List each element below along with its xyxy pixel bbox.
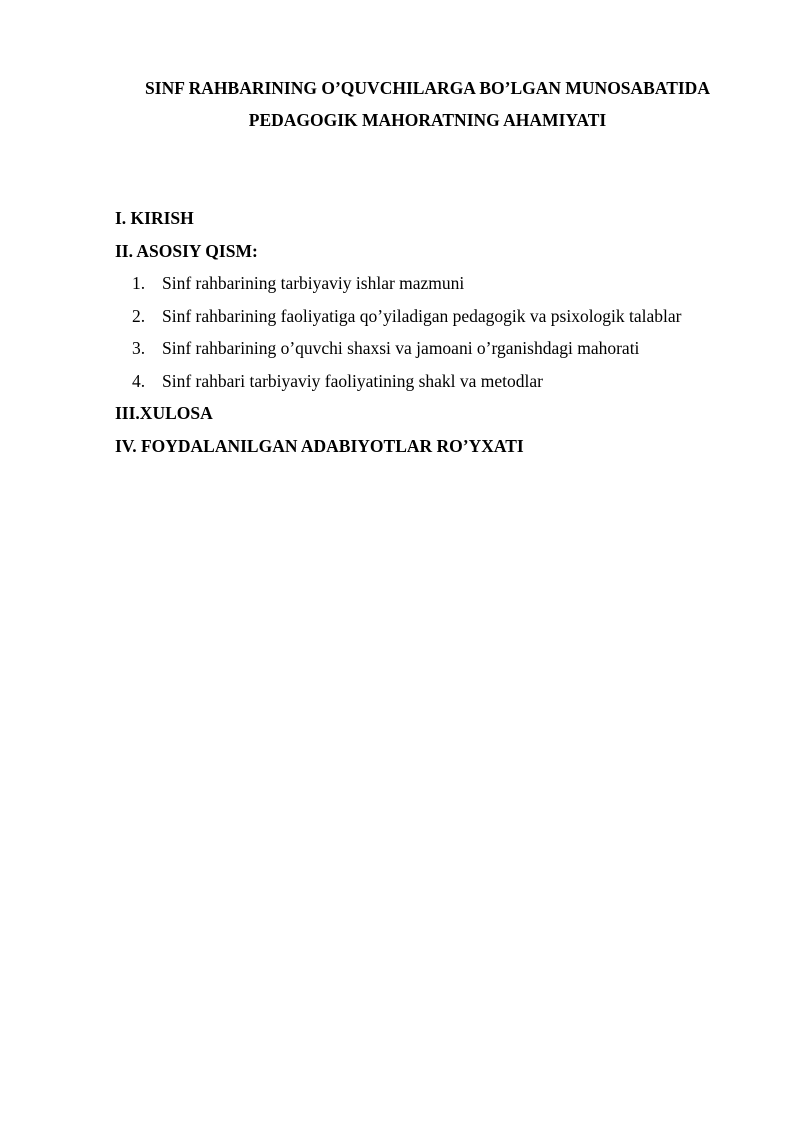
- section-heading-conclusion: III.XULOSA: [115, 403, 213, 423]
- section-heading-references: IV. FOYDALANILGAN ADABIYOTLAR RO’YXATI: [115, 435, 524, 456]
- list-item-text: Sinf rahbarining o’quvchi shaxsi va jamoani o’rganishdagi mahorati: [162, 338, 640, 358]
- title-line: PEDAGOGIK MAHORATNING AHAMIYATI: [248, 110, 607, 130]
- list-item: [115, 332, 775, 365]
- list-item-number: 3.: [132, 338, 146, 358]
- list-item-text: Sinf rahbarining tarbiyaviy ishlar mazmuni: [162, 273, 465, 293]
- list-item: [115, 365, 775, 398]
- list-item: [115, 267, 775, 300]
- title-line: SINF RAHBARINING O’QUVCHILARGA BO’LGAN MUNOSABATIDA: [145, 78, 710, 98]
- list-item-text: Sinf rahbari tarbiyaviy faoliyatining shakl va metodlar: [162, 370, 544, 391]
- list-item-number: 4.: [132, 370, 146, 391]
- list-item: [115, 300, 775, 333]
- main-part-list: [115, 267, 775, 397]
- section-heading-main-part: II. ASOSIY QISM:: [115, 240, 258, 261]
- document-title: [100, 72, 755, 136]
- list-item-number: 2.: [132, 305, 146, 326]
- list-item-number: 1.: [132, 273, 146, 293]
- section-heading-introduction: I. KIRISH: [115, 208, 194, 228]
- table-of-contents: [115, 202, 775, 462]
- list-item-text: Sinf rahbarining faoliyatiga qo’yiladigan pedagogik va psixologik talablar: [162, 305, 682, 326]
